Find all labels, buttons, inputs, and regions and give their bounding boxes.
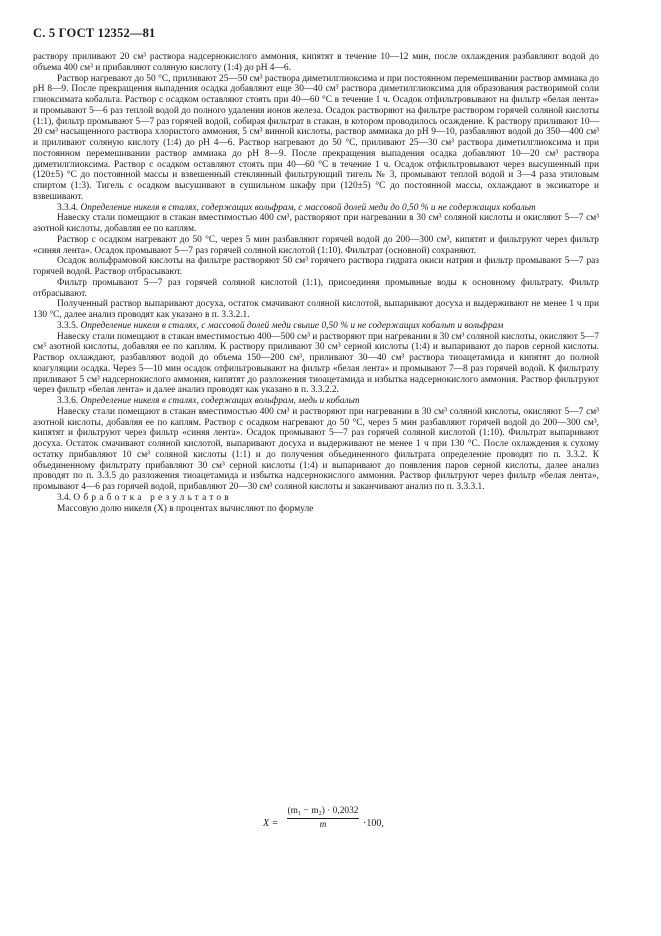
section-3-4-heading [33, 493, 599, 504]
section-3-3-5-paragraph: Навеску стали помещают в стакан вместимостью 400—500 см³ и растворяют при нагревании в 30 см³ соляной кислоты, окисляют 5—7 см³ азотной кислоты, добавляя ее по каплям. К раствору приливают 30 см³ серной кислоты (1:4) и выпаривают до паров серной кислоты. Раствор охлаждают, разбавляют водой до объема 150—200 см³, приливают 30—40 см³ раствора тиоацетамида и кипятят до полной коагуляции осадка. Через 5—10 мин осадок отфильтровывают на фильтр «белая лента» и промывают 7—8 раз горячей водой. К фильтрату приливают 5 см³ надсернокислого аммония, кипятят до разложения тиоацетамида и избытка надсернокислого аммония. Раствор фильтруют через фильтр «белая лента» и далее анализ проводят как указано в п. 3.3.2.2. [33, 331, 599, 396]
section-title: Определение никеля в сталях, содержащих вольфрам, с массовой долей меди до 0,50 % и не содержащих кобальт [80, 202, 536, 213]
section-number: 3.4. [57, 492, 72, 503]
section-number: 3.3.4. [57, 202, 79, 213]
section-3-4-paragraph: Массовую долю никеля (X) в процентах вычисляют по формуле [57, 503, 314, 514]
section-3-3-4-paragraph: Осадок вольфрамовой кислоты на фильтре растворяют 50 см³ горячего раствора гидрата окиси натрия и фильтр промывают 5—7 раз горячей водой. Раствор отбрасывают. [33, 256, 599, 277]
formula-numerator: (m₁ − m₂) · 0,2032 [287, 806, 359, 816]
fraction-bar [287, 818, 359, 819]
section-number: 3.3.5. [57, 320, 79, 331]
paragraph-dmg-procedure: Раствор нагревают до 50 °С, приливают 25—50 см³ раствора диметилглиоксима и при постоянном перемешивании раствор аммиака до рН 8—9. После прекращения выпадения осадка добавляют еще 30—40 см³ раствора диметилглиоксима для образования растворимой соли глиоксимата кобальта. Раствор с осадком оставляют стоять при 40—60 °С в течение 1 ч. Осадок отфильтровывают на фильтр «белая лента» и промывают 5—6 раз теплой водой до полного удаления ионов железа. Осадок растворяют на фильтре раствором горячей соляной кислоты (1:1), фильтр промывают 5—7 раз горячей водой, собирая фильтрат в стакан, в котором проводилось осаждение. К раствору приливают 10—20 см³ насыщенного раствора хлористого аммония, 5 см³ винной кислоты, раствор аммиака до рН 9—10, разбавляют водой до 350—400 см³ и приливают соляную кислоту (1:4) до рН 4—6. Раствор нагревают до 50 °С, приливают 25—30 см³ раствора диметилглиоксима и при постоянном перемешивании раствор аммиака до рН 8—9. После прекращения выпадения осадка добавляют 10—20 см³ раствора диметилглиоксима. Раствор с осадком оставляют стоять при 40—60 °С в течение 1 ч. Осадок отфильтровывают через высушенный при (120±5) °С до постоянной массы и взвешенный стеклянный фильтрующий тигель № 3, промывают теплой водой и 3—4 раза этиловым спиртом (1:3). Тигель с осадком высушивают в сушильном шкафу при (120±5) °С до постоянной массы, охлаждают в эксикаторе и взвешивают. [33, 73, 599, 202]
section-3-3-6-heading [33, 396, 599, 407]
nickel-formula [263, 806, 443, 850]
section-title: Обработка результатов [73, 492, 232, 503]
page-header: С. 5 ГОСТ 12352—81 [33, 26, 156, 40]
formula-lhs: X = [263, 818, 279, 829]
section-number: 3.3.6. [57, 396, 79, 406]
section-title: Определение никеля в сталях, с массовой долей меди свыше 0,50 % и не содержащих кобальт и вольфрам [80, 320, 504, 331]
section-title: Определение никеля в сталях, содержащих вольфрам, медь и кобальт [80, 396, 360, 406]
section-3-3-4-paragraph: Фильтр промывают 5—7 раз горячей соляной кислотой (1:1), присоединяя промывные воды к основному фильтрату. Фильтр отбрасывают. [33, 277, 599, 299]
section-3-3-4-paragraph: Раствор с осадком нагревают до 50 °С, через 5 мин разбавляют горячей водой до 200—300 см³, кипятят и фильтруют через фильтр «синяя лента». Осадок промывают 5—7 раз горячей соляной кислотой (1:10). Фильтрат (основной) сохраняют. [33, 234, 599, 256]
section-3-3-4-heading [33, 203, 599, 214]
paragraph-continued: раствору приливают 20 см³ раствора надсернокислого аммония, кипятят в течение 10—12 мин, после охлаждения разбавляют водой до объема 400 см³ и прибавляют соляную кислоту (1:4) до рН 4—6. [33, 52, 599, 73]
formula-rhs: ·100, [363, 818, 384, 829]
formula-denominator: m [319, 820, 327, 830]
section-3-3-4-paragraph: Полученный раствор выпаривают досуха, остаток смачивают соляной кислотой, выпаривают досуха и выдерживают не менее 1 ч при 130 °С, далее анализ проводят как указано в п. 3.3.2.1. [33, 299, 599, 320]
section-3-3-5-heading [33, 321, 599, 332]
formula-fraction [287, 806, 359, 830]
section-3-3-4-paragraph: Навеску стали помещают в стакан вместимостью 400 см³, растворяют при нагревании в 30 см³ соляной кислоты и окисляют 5—7 см³ азотной кислоты, добавляя ее по каплям. [33, 213, 599, 234]
document-body [33, 52, 599, 514]
section-3-3-6-paragraph: Навеску стали помещают в стакан вместимостью 400 см³ и растворяют при нагревании в 30 см³ соляной кислоты, окисляют 5—7 см³ азотной кислоты, добавляя ее по каплям. Раствор с осадком нагревают до 50 °С, через 5 мин разбавляют горячей водой до 200—300 см³, кипятят и фильтруют через фильтр «синяя лента». Осадок промывают 5—7 раз горячей соляной кислотой (1:10). Фильтрат выпаривают досуха. Остаток смачивают соляной кислотой, выпаривают досуха и выдерживают не менее 1 ч при 130 °С. После охлаждения к сухому остатку прибавляют 10 см³ соляной кислоты (1:1) и до получения объединенного фильтрата определение проводят по п. 3.3.2. К объединенному фильтрату прибавляют 30 см³ серной кислоты (1:4) и выпаривают до появления паров серной кислоты, далее анализ проводят по п. 3.3.5 до разложения тиоацетамида и избытка надсернокислого аммония. Раствор фильтруют через фильтр «белая лента», промывают 4—6 раз горячей водой, прибавляют 20—30 см³ соляной кислоты и заканчивают анализ по п. 3.3.3.1. [33, 406, 599, 492]
